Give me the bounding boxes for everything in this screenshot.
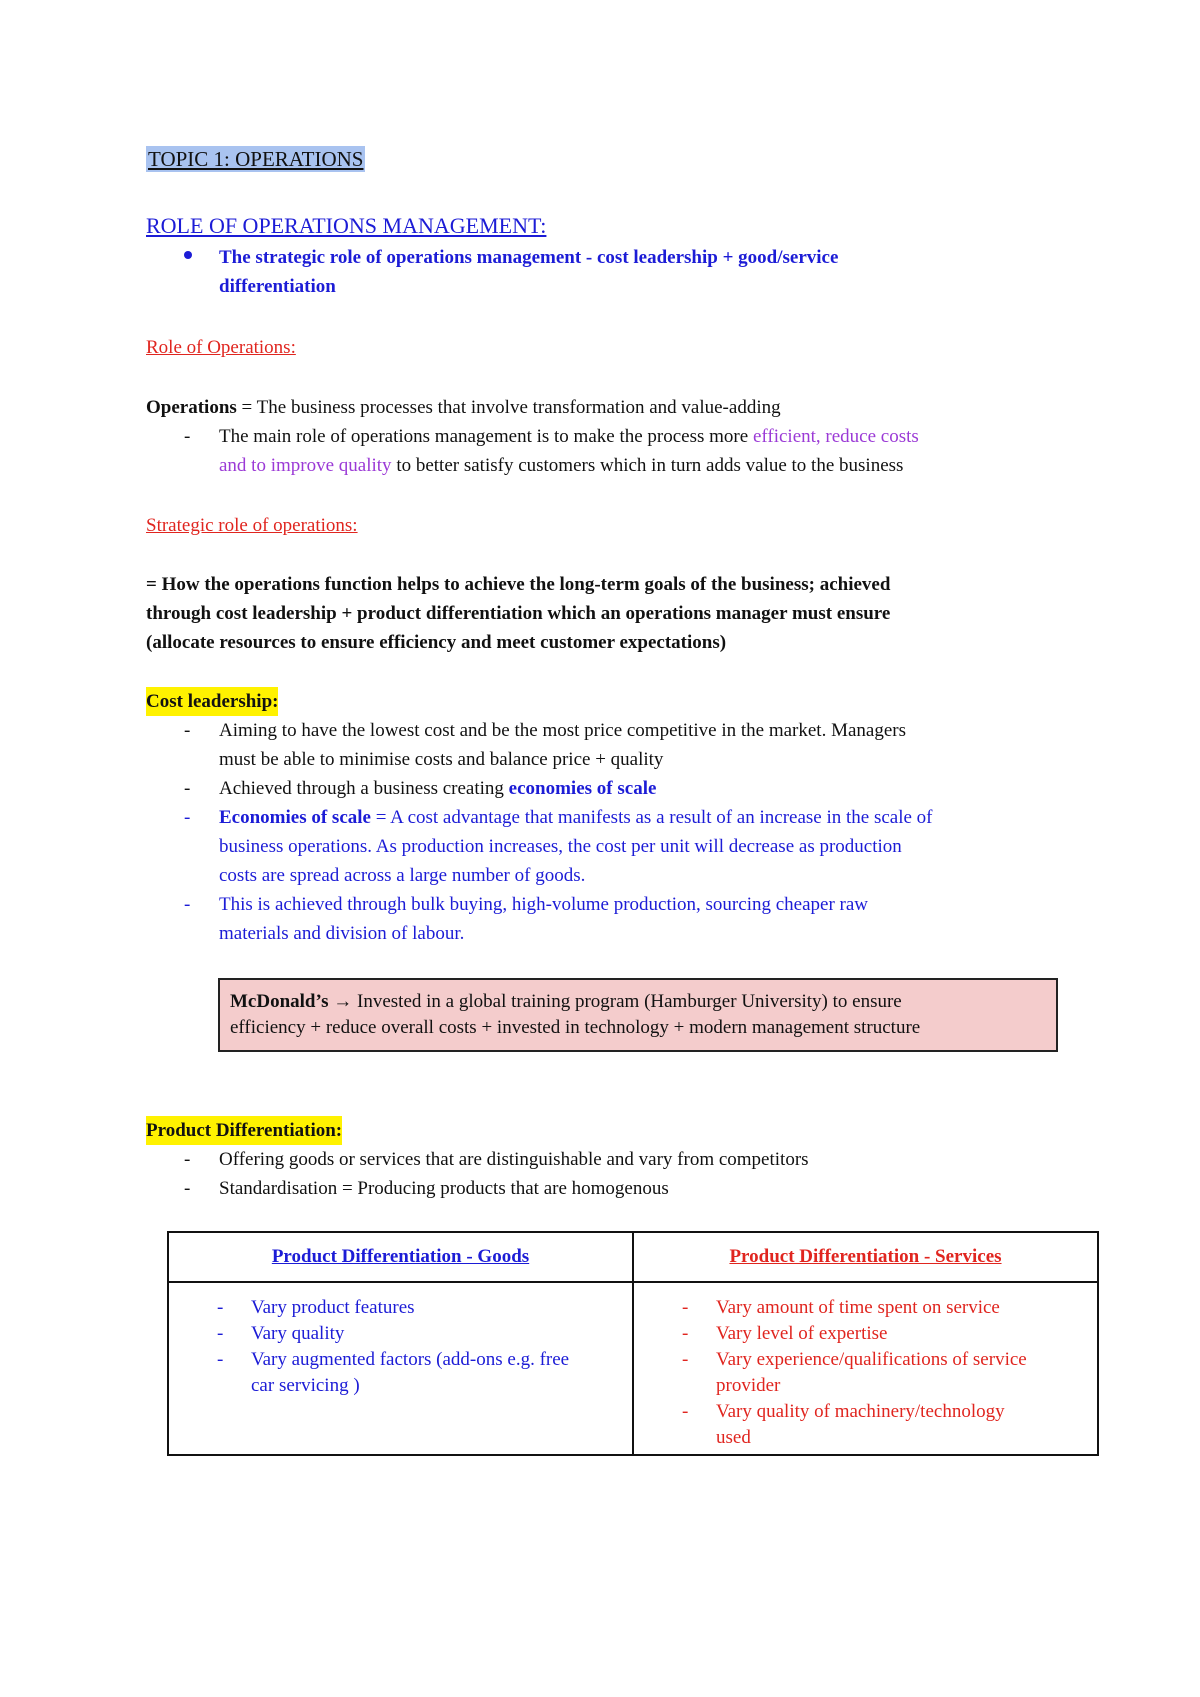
economies-of-scale-term: economies of scale [508,778,657,799]
mcdonalds-name: McDonald’s [230,991,329,1012]
list-dash: - [184,720,191,741]
list-dash: - [184,894,191,915]
goods-list [169,1283,632,1399]
strategic-role-line-2: through cost leadership + product differentiation which an operations manager must ensure [146,603,891,624]
cost-point-3-text: = A cost advantage that manifests as a result of an increase in the scale of [370,807,933,828]
product-differentiation-heading: Product Differentiation: [146,1116,342,1145]
list-dash: - [184,1178,191,1199]
list-item-continuation: used [716,1427,751,1448]
role-point-highlight: efficient, reduce costs [752,426,919,447]
differentiation-table [167,1231,1099,1456]
strategic-bullet-line-2: differentiation [219,276,336,297]
list-item-continuation: provider [716,1375,781,1396]
cost-point-1-line-2: must be able to minimise costs and balance price + quality [219,749,664,770]
list-dash: - [184,426,191,447]
arrow-icon: → [328,991,358,1012]
list-item: - Vary amount of time spent on service [682,1297,1000,1318]
list-item: - Vary augmented factors (add-ons e.g. free [217,1349,570,1370]
cost-point-3-line-2: business operations. As production increases, the cost per unit will decrease as production [219,836,902,857]
mcdonalds-example-box [218,978,1058,1052]
mcdonalds-line-1 [230,989,1046,1015]
services-header: Product Differentiation - Services [633,1232,1098,1282]
product-diff-point-2: Standardisation = Producing products that are homogenous [219,1178,669,1199]
operations-definition [146,393,781,422]
strategic-bullet-line-1: The strategic role of operations management - cost leadership + good/service [219,247,839,268]
list-item: - Vary product features [217,1297,415,1318]
list-item: - Vary experience/qualifications of service [682,1349,1027,1370]
mcdonalds-text: Invested in a global training program (Hamburger University) to ensure [357,991,902,1012]
list-item: - Vary level of expertise [682,1323,888,1344]
product-diff-point-1: Offering goods or services that are distinguishable and vary from competitors [219,1149,809,1170]
role-point-line-2 [219,451,903,480]
role-point-line-1 [219,422,919,451]
topic-title: TOPIC 1: OPERATIONS [148,147,364,171]
goods-cell [168,1282,633,1455]
list-item: - Vary quality of machinery/technology [682,1401,1005,1422]
cost-point-4-line-2: materials and division of labour. [219,923,465,944]
cost-leadership-heading: Cost leadership: [146,687,278,716]
cost-point-3-line-1 [219,803,933,832]
strategic-role-heading: Strategic role of operations: [146,515,358,536]
list-dash: - [184,807,191,828]
goods-header: Product Differentiation - Goods [168,1232,633,1282]
cost-point-2-text: Achieved through a business creating [219,778,509,799]
strategic-role-line-1: = How the operations function helps to achieve the long-term goals of the business; achieved [146,574,891,595]
role-of-operations-heading: Role of Operations: [146,337,296,358]
services-list [634,1283,1097,1451]
economies-of-scale-term: Economies of scale [219,807,371,828]
role-point-text: The main role of operations management is to make the process more [219,426,753,447]
cost-point-1-line-1: Aiming to have the lowest cost and be the most price competitive in the market. Managers [219,720,906,741]
cost-point-4-line-1: This is achieved through bulk buying, high-volume production, sourcing cheaper raw [219,894,869,915]
cost-point-3-line-3: costs are spread across a large number of goods. [219,865,586,886]
cost-point-2 [219,774,656,803]
role-point-highlight: and to improve quality [219,455,392,476]
mcdonalds-line-2: efficiency + reduce overall costs + invested in technology + modern management structure [230,1017,921,1038]
bullet-dot-icon [184,251,192,259]
strategic-role-line-3: (allocate resources to ensure efficiency and meet customer expectations) [146,632,727,653]
list-dash: - [184,778,191,799]
operations-definition-text: = The business processes that involve transformation and value-adding [236,397,781,418]
list-item: - Vary quality [217,1323,345,1344]
role-heading: ROLE OF OPERATIONS MANAGEMENT: [146,213,547,238]
list-dash: - [184,1149,191,1170]
operations-term: Operations [146,397,237,418]
list-item-continuation: car servicing ) [251,1375,360,1396]
role-point-text: to better satisfy customers which in turn adds value to the business [391,455,904,476]
services-cell [633,1282,1098,1455]
